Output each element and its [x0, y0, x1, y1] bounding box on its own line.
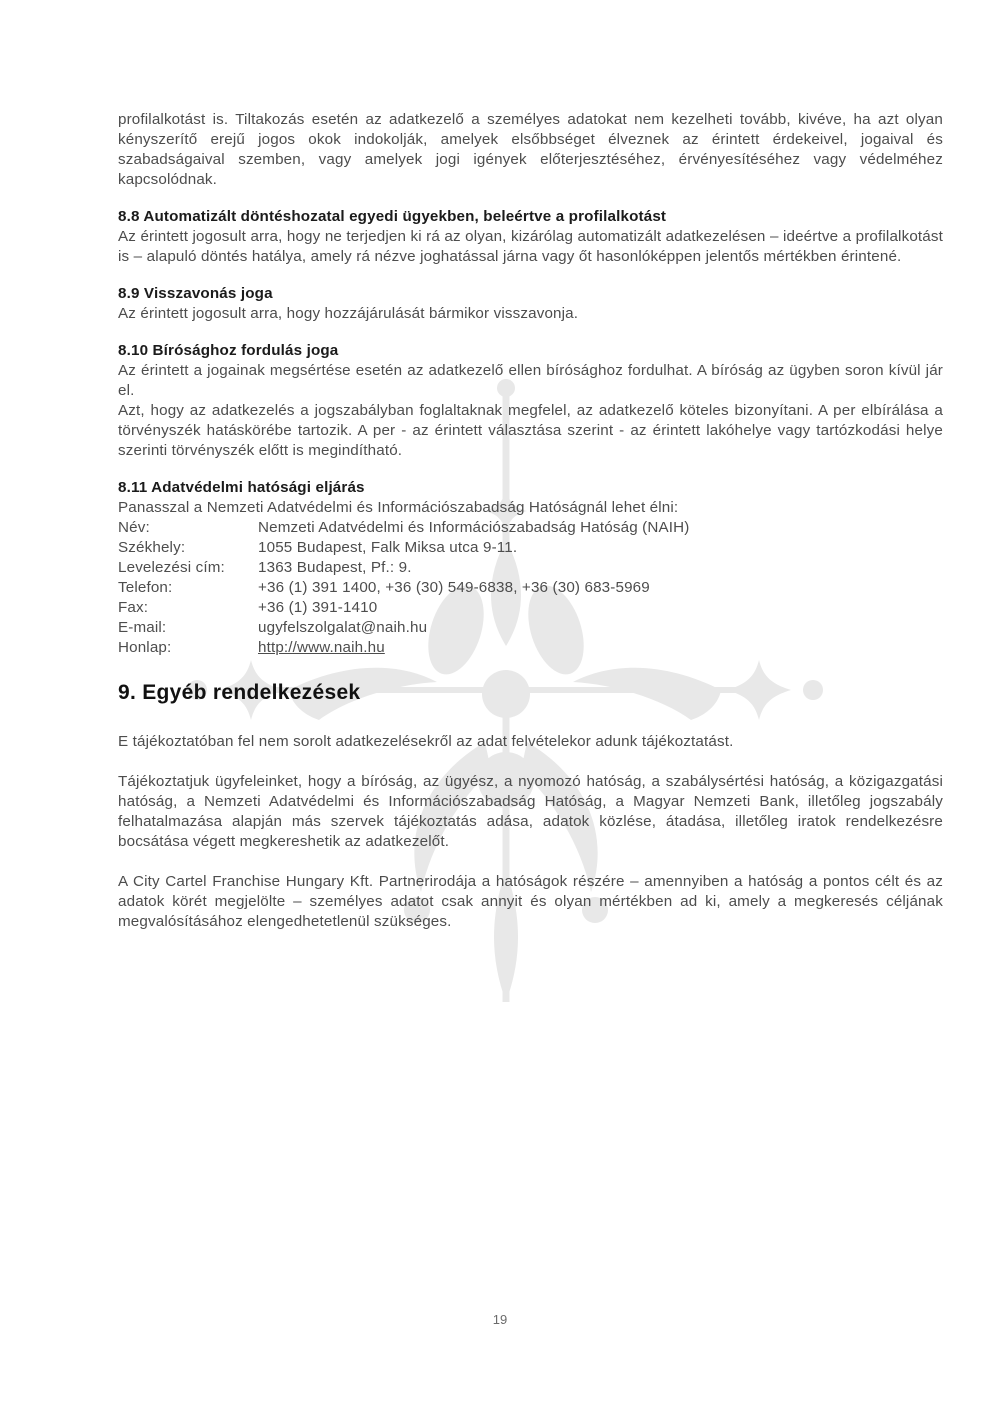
contact-value: 1055 Budapest, Falk Miksa utca 9-11.	[258, 539, 518, 556]
intro-paragraph: profilalkotást is. Tiltakozás esetén az adatkezelő a személyes adatokat nem kezelheti tovább, kivéve, ha azt olyan kényszerítő erejű jogos okok indokolják, amelyek elsőbbséget élveznek az érintett érdekeivel, jogaival és szabadságaival szemben, vagy amelyek jogi igények előterjesztéséhez, érvényesítéséhez vagy védelméhez kapcsolódnak.	[118, 111, 943, 188]
section-9-heading: 9. Egyéb rendelkezések	[118, 681, 361, 704]
table-row	[118, 558, 943, 578]
section-9-paragraph-2: Tájékoztatjuk ügyfeleinket, hogy a bíróság, az ügyész, a nyomozó hatóság, a szabálysértési hatóság, a közigazgatási hatóság, a Nemzeti Adatvédelmi és Információszabadság Hatóság, a Magyar Nemzeti Bank, illetőleg jogszabály felhatalmazása alapján más szervek tájékoztatás adása, adatok közlése, átadása, illetőleg iratok rendelkezésre bocsátása végett megkereshetik az adatkezelőt.	[118, 773, 943, 850]
document-content	[118, 0, 943, 932]
contact-label: Fax:	[118, 599, 149, 616]
contact-value: ugyfelszolgalat@naih.hu	[258, 619, 428, 636]
table-row	[118, 598, 943, 618]
contact-label: Telefon:	[118, 579, 173, 596]
section-8-9-heading: 8.9 Visszavonás joga	[118, 285, 273, 302]
contact-label: E-mail:	[118, 619, 167, 636]
section-8-8-heading: 8.8 Automatizált döntéshozatal egyedi ügyekben, beleértve a profilalkotást	[118, 208, 667, 225]
table-row	[118, 518, 943, 538]
naih-website-link[interactable]: http://www.naih.hu	[258, 639, 385, 656]
section-8-10-paragraph-2: Azt, hogy az adatkezelés a jogszabályban foglaltaknak megfelel, az adatkezelő köteles bizonyítani. A per elbírálása a törvényszék hatáskörébe tartozik. A per - az érintett választása szerint - az érintett lakóhelye vagy tartózkodási helye szerinti törvényszék előtt is megindítható.	[118, 402, 943, 459]
section-8-10-heading: 8.10 Bírósághoz fordulás joga	[118, 342, 339, 359]
section-8-10-paragraph-1: Az érintett a jogainak megsértése esetén az adatkezelő ellen bírósághoz fordulhat. A bíróság az ügyben soron kívül jár el.	[118, 362, 943, 399]
section-8-11-heading: 8.11 Adatvédelmi hatósági eljárás	[118, 479, 365, 496]
section-8-11-paragraph: Panasszal a Nemzeti Adatvédelmi és Információszabadság Hatóságnál lehet élni:	[118, 499, 679, 516]
table-row	[118, 638, 943, 658]
contact-label: Székhely:	[118, 539, 186, 556]
authority-contact-table	[118, 518, 943, 658]
section-8-8-paragraph: Az érintett jogosult arra, hogy ne terjedjen ki rá az olyan, kizárólag automatizált adatkezelésen – ideértve a profilalkotást is – alapuló döntés hatálya, amely rá nézve joghatással járna vagy őt hasonlóképpen jelentős mértékben érintené.	[118, 228, 943, 265]
contact-value	[258, 638, 943, 658]
table-row	[118, 578, 943, 598]
table-row	[118, 538, 943, 558]
contact-label: Honlap:	[118, 639, 172, 656]
contact-value: Nemzeti Adatvédelmi és Információszabadság Hatóság (NAIH)	[258, 519, 690, 536]
section-9-paragraph-1: E tájékoztatóban fel nem sorolt adatkezelésekről az adat felvételekor adunk tájékoztatást.	[118, 733, 734, 750]
contact-value: +36 (1) 391 1400, +36 (30) 549-6838, +36 (30) 683-5969	[258, 579, 650, 596]
section-9-paragraph-3: A City Cartel Franchise Hungary Kft. Partnerirodája a hatóságok részére – amennyiben a hatóság a pontos célt és az adatok körét megjelölte – személyes adatot csak annyit és olyan mértékben ad ki, amely a megkeresés céljának megvalósításához elengedhetetlenül szükséges.	[118, 873, 943, 930]
page-number: 19	[492, 1312, 508, 1327]
contact-label: Levelezési cím:	[118, 559, 225, 576]
contact-label: Név:	[118, 519, 150, 536]
contact-value: +36 (1) 391-1410	[258, 599, 378, 616]
section-8-9-paragraph: Az érintett jogosult arra, hogy hozzájárulását bármikor visszavonja.	[118, 305, 579, 322]
contact-value: 1363 Budapest, Pf.: 9.	[258, 559, 412, 576]
table-row	[118, 618, 943, 638]
